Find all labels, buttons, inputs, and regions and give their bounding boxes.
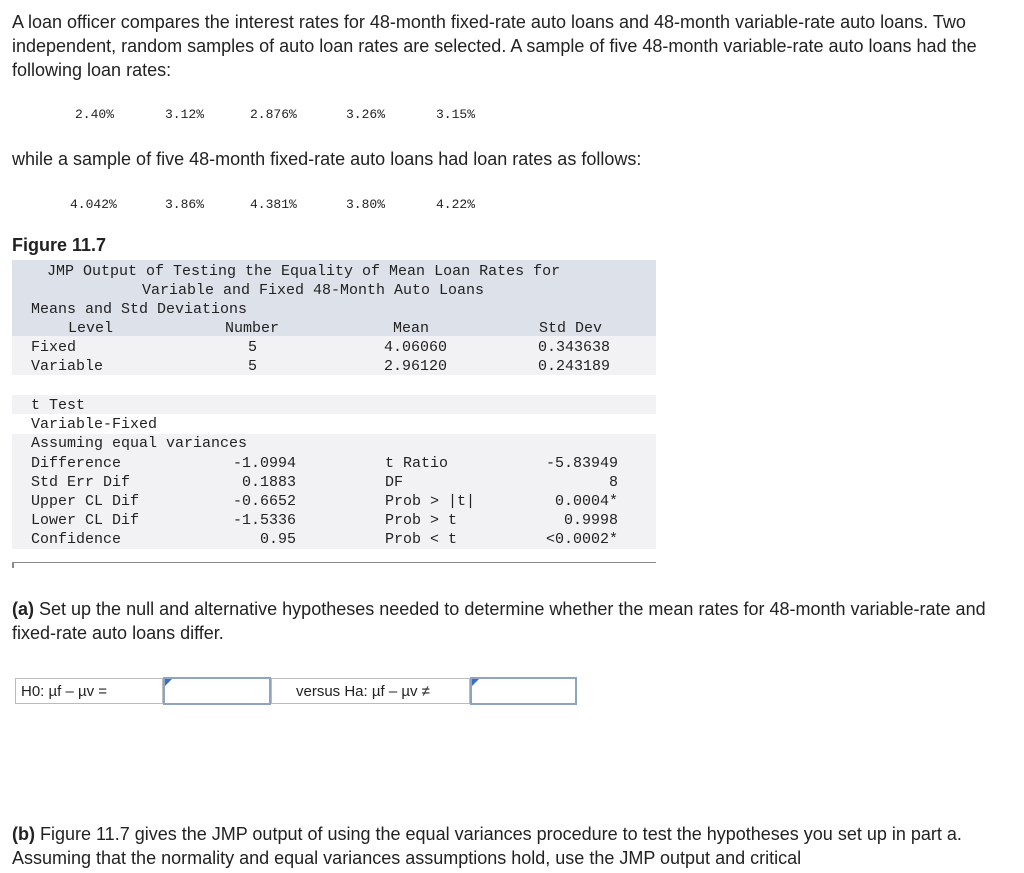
stat-value: 0.9998: [563, 512, 618, 529]
stat-label: Difference: [31, 455, 122, 472]
h0-label: H0: µf – µv =: [15, 678, 163, 704]
variable-rate: 3.15%: [436, 107, 476, 122]
table-bottom-corner: [12, 562, 14, 568]
t-test-heading: t Test: [31, 397, 86, 414]
jmp-title-line: JMP Output of Testing the Equality of Mean Loan Rates for: [47, 263, 561, 280]
row-number: 5: [247, 358, 257, 375]
column-header-mean: Mean: [393, 320, 430, 337]
variable-rate: 2.876%: [250, 107, 297, 122]
stat-value: 0.95: [259, 531, 296, 548]
stat-value: -1.0994: [232, 455, 296, 472]
fixed-rate: 4.381%: [250, 197, 297, 212]
table-bottom-rule: [12, 562, 656, 563]
means-heading: Means and Std Deviations: [31, 301, 248, 318]
jmp-output-table: [12, 260, 656, 567]
column-header-std-dev: Std Dev: [539, 320, 603, 337]
h0-answer-input[interactable]: [165, 679, 269, 703]
stat-value: 0.0004*: [554, 493, 618, 510]
row-level: Fixed: [31, 339, 77, 356]
stat-label: Std Err Dif: [31, 474, 131, 491]
stat-value: -1.5336: [232, 512, 296, 529]
stat-label: Confidence: [31, 531, 122, 548]
part-a-question: [12, 597, 1002, 645]
stat-value: -0.6652: [232, 493, 296, 510]
stat-label: DF: [385, 474, 404, 491]
stat-label: Upper CL Dif: [31, 493, 140, 510]
fixed-rate: 3.86%: [165, 197, 205, 212]
stat-value: -5.83949: [545, 455, 618, 472]
stat-value: 8: [608, 474, 618, 491]
jmp-title-line: Variable and Fixed 48-Month Auto Loans: [142, 282, 485, 299]
row-mean: 4.06060: [384, 339, 448, 356]
fixed-rates-intro: while a sample of five 48-month fixed-rate auto loans had loan rates as follows:: [12, 149, 642, 169]
stat-label: Prob > t: [385, 512, 458, 529]
figure-title: Figure 11.7: [12, 235, 107, 255]
variable-rate: 3.12%: [165, 107, 205, 122]
table-row-band: [12, 395, 656, 414]
part-b-question: [12, 822, 1012, 870]
ha-answer-input[interactable]: [472, 679, 575, 703]
part-b-label: (b): [12, 824, 35, 844]
fixed-rate: 3.80%: [346, 197, 386, 212]
stat-label: Prob > |t|: [385, 493, 476, 510]
column-header-number: Number: [225, 320, 280, 337]
stat-value: 0.1883: [241, 474, 296, 491]
row-mean: 2.96120: [384, 358, 448, 375]
part-b-text: Figure 11.7 gives the JMP output of using the equal variances procedure to test the hypotheses you set up in part a. Assuming that the normality and equal variances assumptions hold, use the JMP output and critical: [12, 824, 962, 868]
part-a-text: Set up the null and alternative hypotheses needed to determine whether the mean rates for 48-month variable-rate and fixed-rate auto loans differ.: [12, 599, 986, 643]
ha-answer-field[interactable]: [470, 677, 577, 705]
comparison-label: Variable-Fixed: [31, 416, 158, 433]
problem-intro: A loan officer compares the interest rates for 48-month fixed-rate auto loans and 48-month variable-rate auto loans. Two independent, random samples of auto loan rates are selected. A sample of five 48-month variable-rate auto loans had the following loan rates:: [12, 12, 977, 80]
variable-rate: 3.26%: [346, 107, 386, 122]
stat-label: Prob < t: [385, 531, 458, 548]
fixed-rate: 4.042%: [70, 197, 117, 212]
stat-label: t Ratio: [385, 455, 449, 472]
variable-rate: 2.40%: [75, 107, 115, 122]
stat-value: <0.0002*: [545, 531, 618, 548]
part-a-label: (a): [12, 599, 34, 619]
row-std-dev: 0.243189: [538, 358, 611, 375]
row-std-dev: 0.343638: [538, 339, 611, 356]
stat-label: Lower CL Dif: [31, 512, 140, 529]
fixed-rate: 4.22%: [436, 197, 476, 212]
h0-answer-field[interactable]: [163, 677, 271, 705]
column-header-level: Level: [68, 320, 114, 337]
assumption-label: Assuming equal variances: [31, 435, 248, 452]
ha-label: versus Ha: µf – µv ≠: [271, 678, 470, 704]
row-level: Variable: [31, 358, 104, 375]
row-number: 5: [247, 339, 257, 356]
